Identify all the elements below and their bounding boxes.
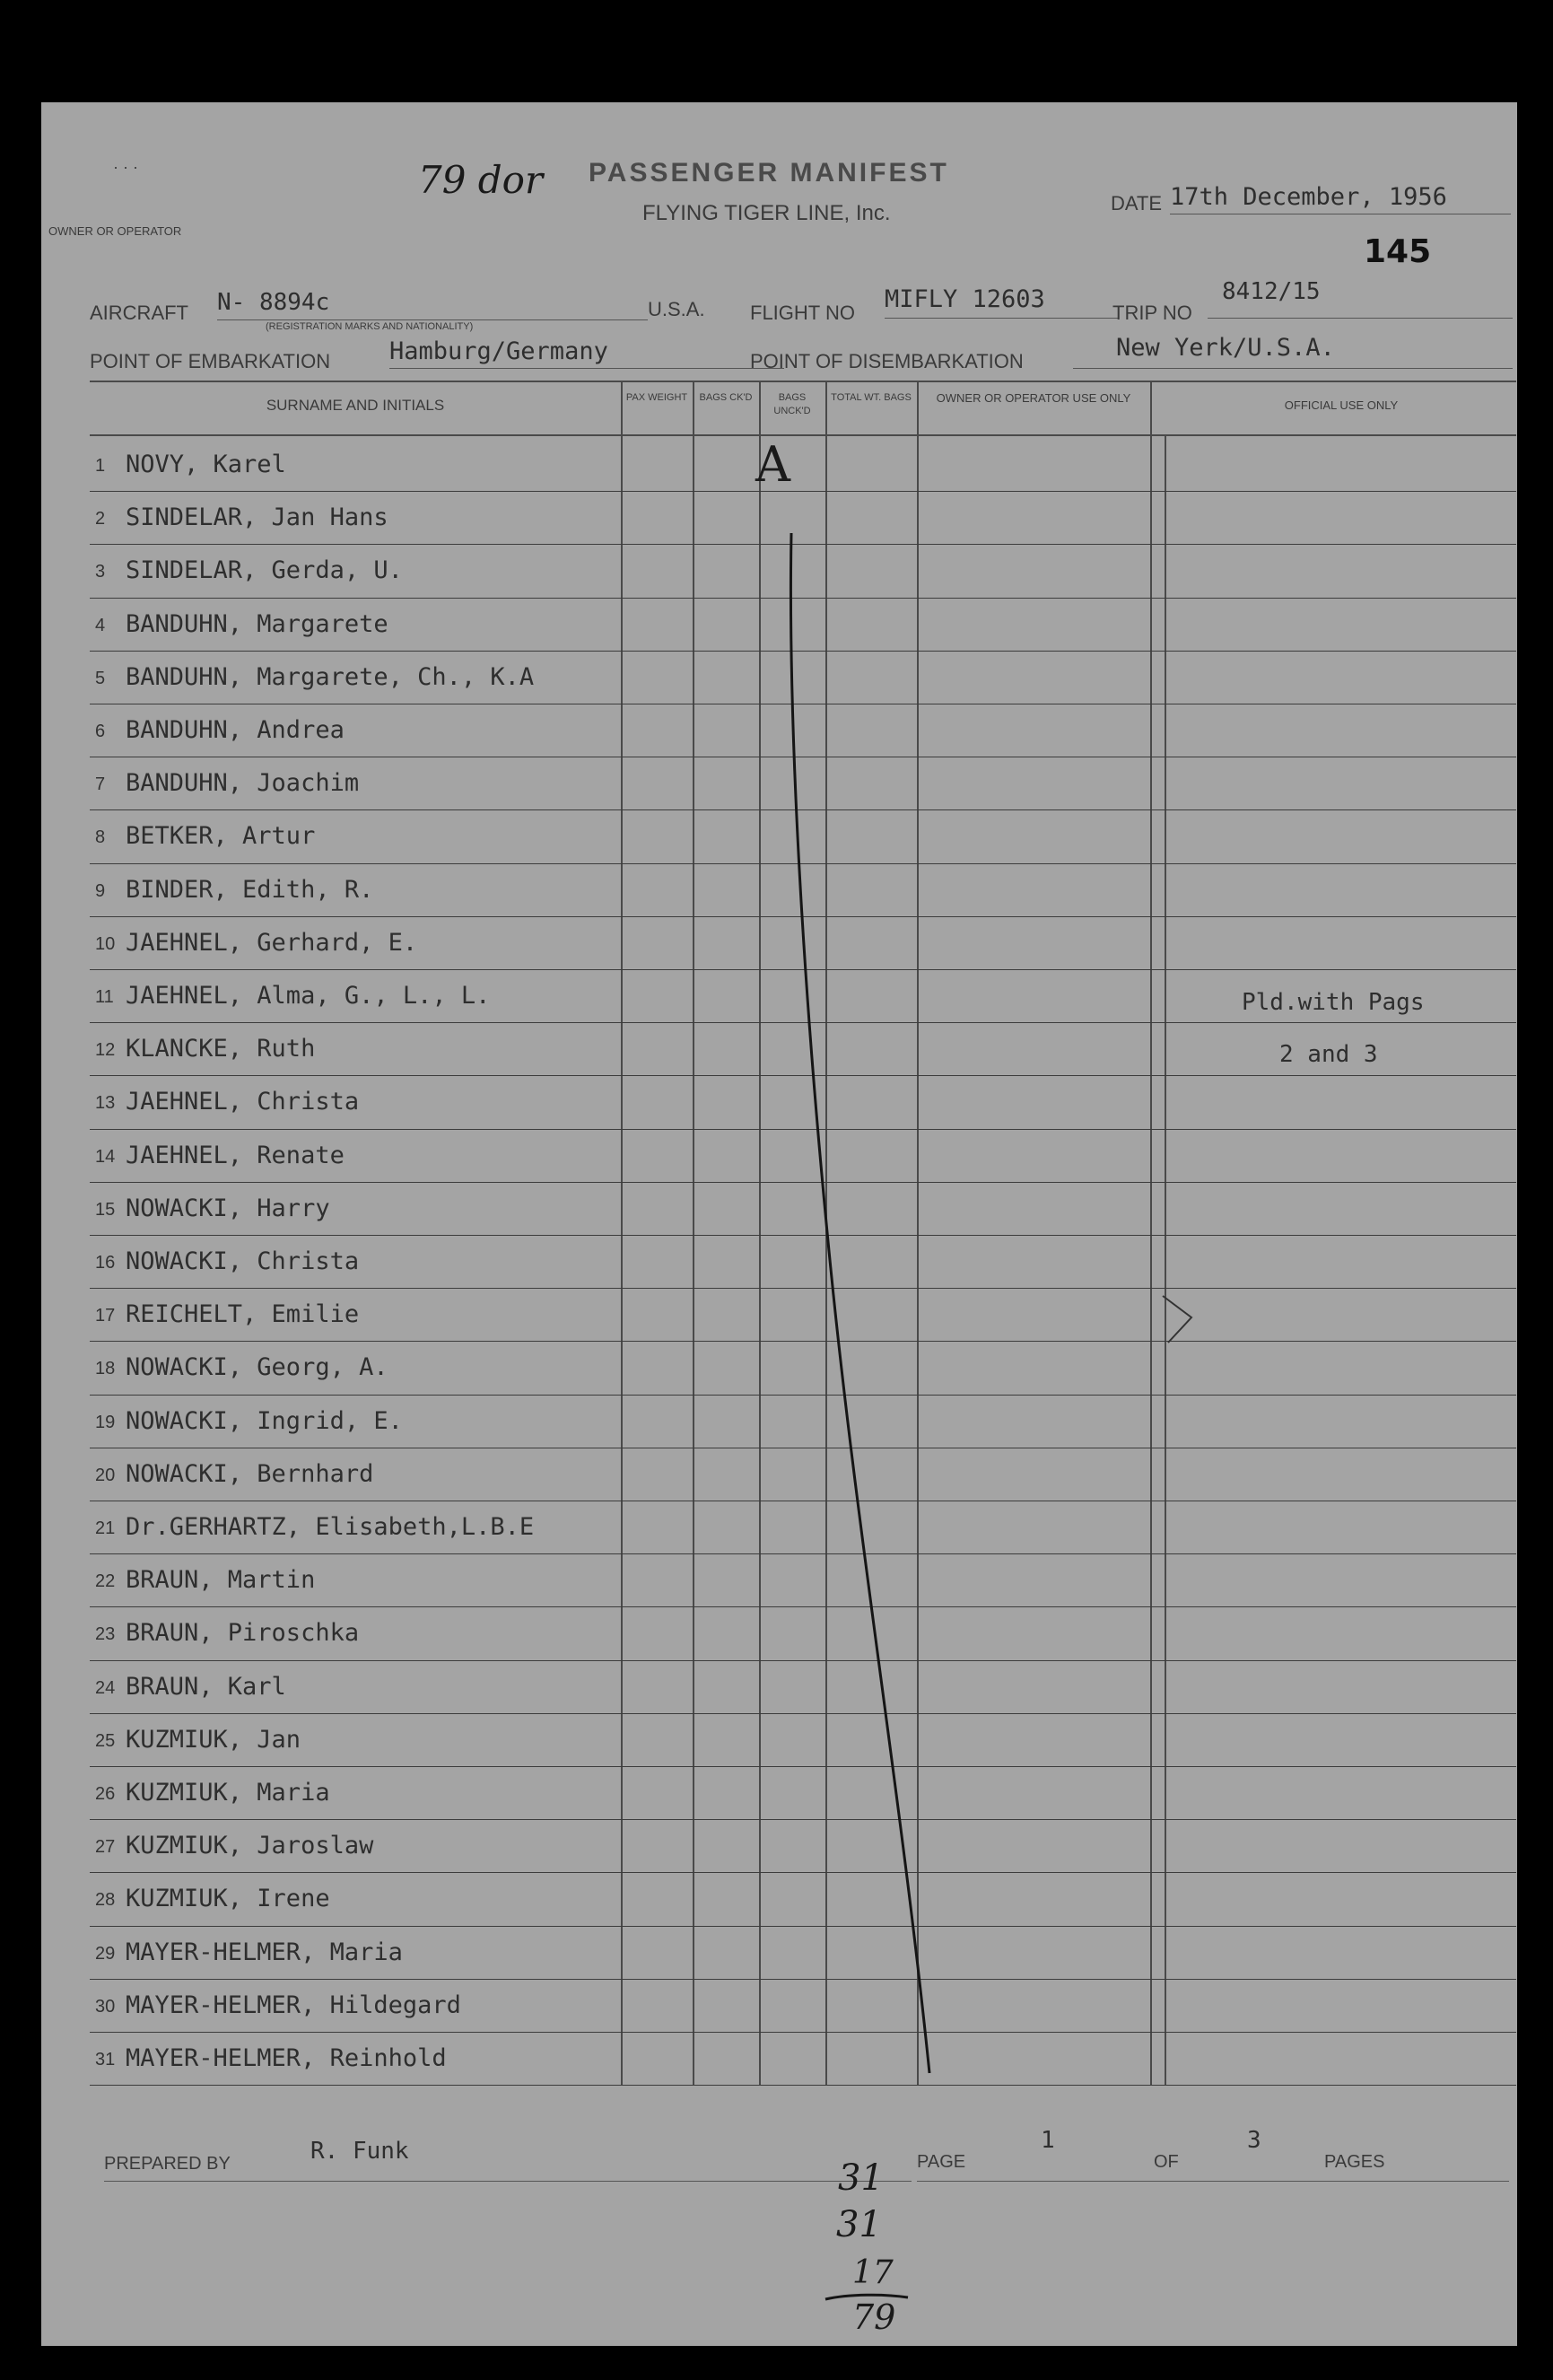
row-number: 31: [95, 2050, 116, 2069]
row-number: 14: [95, 1146, 116, 1167]
of-value: 3: [1247, 2127, 1261, 2154]
passenger-name: KUZMIUK, Jan: [126, 1725, 301, 1754]
passenger-name: KUZMIUK, Irene: [126, 1885, 330, 1913]
prepared-underline: [104, 2181, 912, 2182]
row-number: 29: [95, 1943, 116, 1964]
bags-continuation-line: [41, 102, 1517, 2346]
passenger-name: BANDUHN, Margarete, Ch., K.A: [126, 662, 535, 691]
passenger-name: REICHELT, Emilie: [126, 1300, 360, 1329]
passenger-name: BINDER, Edith, R.: [126, 875, 374, 904]
corner-marks: · · ·: [113, 158, 138, 176]
row-number: 18: [95, 1359, 116, 1379]
trip-value: 8412/15: [1222, 278, 1321, 305]
row-number: 22: [95, 1571, 116, 1592]
row-number: 30: [95, 1996, 116, 2017]
row-number: 17: [95, 1306, 116, 1326]
passenger-name: BRAUN, Martin: [126, 1566, 316, 1595]
passenger-name: KLANCKE, Ruth: [126, 1035, 316, 1063]
row-number: 19: [95, 1412, 116, 1432]
passenger-name: KUZMIUK, Maria: [126, 1779, 330, 1807]
passenger-name: SINDELAR, Gerda, U.: [126, 556, 403, 585]
row-number: 25: [95, 1730, 116, 1751]
manifest-sheet: [41, 102, 1517, 2346]
row-number: 20: [95, 1465, 116, 1485]
col-header-pax-weight: PAX WEIGHT: [625, 392, 688, 403]
passenger-name: BRAUN, Piroschka: [126, 1619, 360, 1648]
flight-label: FLIGHT NO: [750, 302, 855, 324]
passenger-name: JAEHNEL, Alma, G., L., L.: [126, 982, 491, 1010]
prepared-by-label: PREPARED BY: [104, 2154, 231, 2174]
of-label: OF: [1154, 2152, 1179, 2172]
flight-value: MIFLY 12603: [885, 285, 1045, 313]
row-number: 28: [95, 1890, 116, 1911]
tally-4: 79: [852, 2297, 896, 2337]
disembarkation-label: POINT OF DISEMBARKATION: [750, 350, 1024, 372]
passenger-name: Dr.GERHARTZ, Elisabeth,L.B.E: [126, 1513, 535, 1541]
row-number: 3: [95, 562, 106, 582]
passenger-name: NOWACKI, Georg, A.: [126, 1353, 388, 1382]
row-number: 5: [95, 668, 106, 688]
passenger-name: MAYER-HELMER, Maria: [126, 1938, 403, 1966]
row-number: 6: [95, 722, 106, 741]
official-note-line1: Pld.with Pags: [1242, 989, 1425, 1016]
passenger-name: BRAUN, Karl: [126, 1672, 286, 1701]
passenger-name: JAEHNEL, Gerhard, E.: [126, 928, 418, 957]
date-value: 17th December, 1956: [1170, 183, 1447, 211]
page-underline: [917, 2181, 1509, 2182]
official-note-line2: 2 and 3: [1279, 1041, 1378, 1068]
row-number: 26: [95, 1784, 116, 1804]
row-number: 16: [95, 1253, 116, 1273]
col-header-bags-unckd: BAGS UNCK'D: [773, 392, 811, 416]
company-name: FLYING TIGER LINE, Inc.: [642, 201, 891, 225]
passenger-name: NOWACKI, Bernhard: [126, 1459, 374, 1488]
row-number: 8: [95, 827, 106, 848]
row-number: 23: [95, 1624, 116, 1645]
row-number: 7: [95, 774, 106, 795]
prepared-by-value: R. Funk: [310, 2138, 409, 2165]
col-header-total-wt: TOTAL WT. BAGS: [831, 392, 912, 403]
row-number: 11: [95, 987, 114, 1007]
row-number: 9: [95, 880, 106, 901]
col-header-surname: SURNAME AND INITIALS: [266, 397, 445, 414]
row-number: 27: [95, 1837, 116, 1858]
row-number: 21: [95, 1518, 116, 1538]
row-number: 4: [95, 615, 106, 635]
pages-label: PAGES: [1324, 2152, 1385, 2172]
registration-note: (REGISTRATION MARKS AND NATIONALITY): [266, 321, 474, 332]
passenger-name: NOWACKI, Christa: [126, 1247, 360, 1275]
usa-label: U.S.A.: [648, 298, 705, 320]
passenger-name: SINDELAR, Jan Hans: [126, 503, 388, 532]
col-header-owner-use: OWNER OR OPERATOR USE ONLY: [936, 391, 1131, 405]
manifest-title: PASSENGER MANIFEST: [589, 158, 949, 188]
passenger-name: BANDUHN, Joachim: [126, 769, 360, 798]
passenger-name: MAYER-HELMER, Hildegard: [126, 1991, 461, 2019]
row-number: 10: [95, 933, 116, 954]
row-number: 2: [95, 509, 106, 529]
disembarkation-value: New Yerk/U.S.A.: [1116, 334, 1335, 362]
aircraft-value: N- 8894c: [217, 289, 330, 316]
page-stamp: 145: [1364, 233, 1432, 270]
col-header-official-use: OFFICIAL USE ONLY: [1284, 398, 1399, 412]
embarkation-value: Hamburg/Germany: [389, 337, 608, 365]
passenger-name: NOWACKI, Harry: [126, 1194, 330, 1222]
tally-2: 31: [836, 2204, 882, 2245]
tally-3: 17: [852, 2254, 894, 2291]
aircraft-label: AIRCRAFT: [90, 302, 188, 324]
row-number: 13: [95, 1093, 116, 1114]
passenger-name: KUZMIUK, Jaroslaw: [126, 1832, 374, 1860]
page-label: PAGE: [917, 2152, 966, 2172]
passenger-name: JAEHNEL, Renate: [126, 1141, 345, 1169]
row-number: 15: [95, 1199, 116, 1220]
passenger-name: MAYER-HELMER, Reinhold: [126, 2044, 447, 2072]
row-number: 12: [95, 1040, 116, 1061]
owner-label: OWNER OR OPERATOR: [48, 224, 182, 238]
handwritten-note: 79 dor: [418, 158, 544, 202]
col-header-bags-ckd: BAGS CK'D: [699, 392, 753, 403]
passenger-name: BANDUHN, Andrea: [126, 716, 345, 744]
trip-label: TRIP NO: [1112, 302, 1192, 324]
passenger-name: BETKER, Artur: [126, 822, 316, 851]
passenger-name: BANDUHN, Margarete: [126, 609, 388, 638]
row-number: 24: [95, 1677, 116, 1698]
date-label: DATE: [1111, 192, 1163, 214]
tally-1: 31: [838, 2157, 884, 2199]
passenger-name: NOVY, Karel: [126, 451, 286, 478]
embarkation-label: POINT OF EMBARKATION: [90, 350, 331, 372]
page-value: 1: [1041, 2127, 1055, 2154]
passenger-name: JAEHNEL, Christa: [126, 1088, 360, 1116]
row-number: 1: [95, 456, 106, 476]
bags-mark: A: [755, 436, 790, 493]
passenger-name: NOWACKI, Ingrid, E.: [126, 1406, 403, 1435]
